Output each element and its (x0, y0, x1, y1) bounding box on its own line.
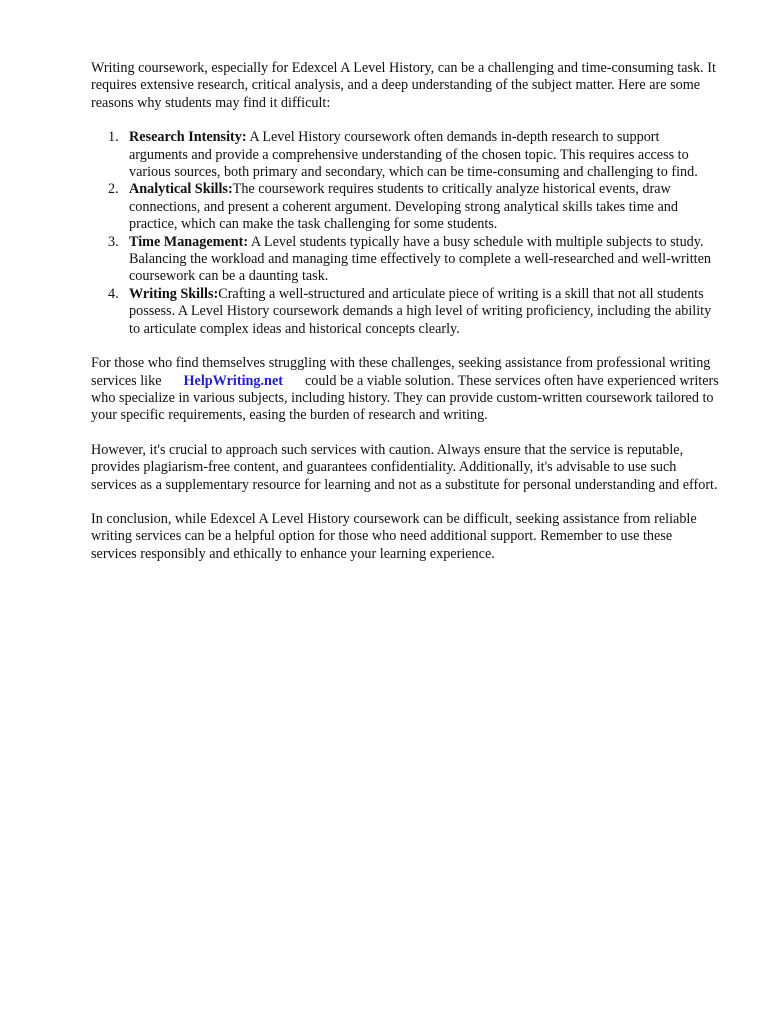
assistance-paragraph (91, 355, 721, 425)
reason-number: 4. (108, 285, 119, 302)
reason-number: 1. (108, 129, 119, 146)
helpwriting-link[interactable]: HelpWriting.net (183, 372, 283, 389)
reason-item-analytical (91, 181, 721, 233)
conclusion-paragraph: In conclusion, while Edexcel A Level History coursework can be difficult, seeking assistance from reliable writing services can be a helpful option for those who need additional support. Remember to use these services responsibly and ethically to enhance your learning experience. (91, 510, 697, 562)
reason-item-writing (91, 286, 721, 338)
document-page (91, 60, 721, 580)
reason-item-research (91, 129, 721, 181)
assistance-text-after: could be a viable solution. These services often have experienced writers who specialize in various subjects, including history. They can provide custom-written coursework tailored to your specific requirements, easing the burden of research and writing. (91, 372, 719, 424)
reason-number: 3. (108, 233, 119, 250)
reason-item-time (91, 234, 721, 286)
reason-term: Analytical Skills: (129, 181, 233, 198)
reason-text: A Level History coursework often demands in-depth research to support arguments and provide a comprehensive understanding of the chosen topic. This requires access to various sources, both primary and secondary, which can be time-consuming and challenging to find. (129, 129, 698, 181)
caution-paragraph: However, it's crucial to approach such services with caution. Always ensure that the service is reputable, provides plagiarism-free content, and guarantees confidentiality. Additionally, it's advisable to use such services as a supplementary resource for learning and not as a substitute for personal understanding and effort. (91, 441, 718, 493)
reason-text: Crafting a well-structured and articulate piece of writing is a skill that not all students possess. A Level History coursework demands a high level of writing proficiency, including the ability to articulate complex ideas and historical concepts clearly. (129, 285, 712, 337)
reason-number: 2. (108, 181, 119, 198)
reason-term: Writing Skills: (129, 285, 219, 302)
intro-paragraph: Writing coursework, especially for Edexcel A Level History, can be a challenging and time-consuming task. It requires extensive research, critical analysis, and a deep understanding of the subject matter. Here are some reasons why students may find it difficult: (91, 60, 716, 111)
reason-term: Research Intensity: (129, 129, 247, 146)
reason-term: Time Management: (129, 233, 249, 250)
reasons-list (91, 129, 721, 338)
reason-text: The coursework requires students to critically analyze historical events, draw connections, and present a coherent argument. Developing strong analytical skills takes time and practice, which can make the task challenging for some students. (129, 181, 678, 233)
reason-text: A Level students typically have a busy schedule with multiple subjects to study. Balancing the workload and managing time effectively to complete a well-researched and well-written coursework can be a daunting task. (129, 233, 711, 285)
assistance-text-before: For those who find themselves struggling with these challenges, seeking assistance from professional writing services like (91, 355, 711, 389)
